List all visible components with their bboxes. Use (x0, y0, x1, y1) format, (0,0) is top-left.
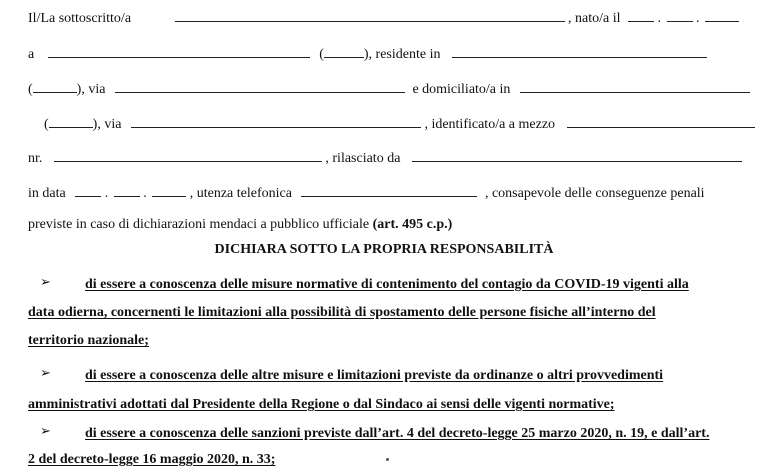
field-domicile-province[interactable] (49, 114, 93, 128)
label-resident-in: ), residente in (363, 47, 441, 62)
row-residence-address (28, 79, 750, 99)
date-separator: . (104, 186, 109, 201)
field-issue-year[interactable] (152, 183, 186, 197)
declaration-2-line-1: di essere a conoscenza delle altre misure e limitazioni previste da ordinanze o altri provvedimenti (85, 368, 664, 383)
label-in-data: in data (28, 186, 66, 201)
row-penal-notice (28, 216, 452, 234)
row-name (28, 8, 739, 28)
article-reference: (art. 495 c.p.) (372, 217, 453, 232)
declaration-1-line-3: territorio nazionale; (28, 333, 149, 348)
arrow-bullet-icon: ➢ (40, 424, 51, 439)
paren: ( (28, 82, 33, 97)
row-document-number (28, 148, 742, 168)
field-birth-month[interactable] (667, 8, 693, 22)
field-issue-day[interactable] (75, 183, 101, 197)
date-separator: . (696, 11, 700, 26)
penal-notice-text: previste in caso di dichiarazioni mendaci a pubblico ufficiale (28, 217, 370, 232)
arrow-bullet-icon: ➢ (40, 275, 51, 290)
declaration-1-line-2: data odierna, concernenti le limitazioni alla possibilità di spostamento delle persone fisiche all’interno del (28, 305, 656, 320)
declaration-3-line-1: di essere a conoscenza delle sanzioni previste dall’art. 4 del decreto-legge 25 marzo 2020, n. 19, e dall’art. (85, 426, 710, 441)
row-issue-date-phone (28, 183, 705, 203)
label-issued-by: , rilasciato da (325, 151, 401, 166)
field-document-number[interactable] (54, 148, 322, 162)
declaration-2-line-2: amministrativi adottati dal Presidente della Regione o dal Sindaco ai sensi delle vigenti normative; (28, 397, 615, 412)
field-birth-day[interactable] (628, 8, 654, 22)
declaration-title: DICHIARA SOTTO LA PROPRIA RESPONSABILITÀ (214, 242, 554, 257)
row-domicile-address (44, 114, 755, 134)
paren: ( (319, 47, 324, 62)
scan-speck (386, 458, 389, 461)
field-issued-by[interactable] (412, 148, 742, 162)
declaration-3-line-2: 2 del decreto-legge 16 maggio 2020, n. 33; (28, 452, 276, 467)
field-residence-province[interactable] (33, 79, 77, 93)
label-a: a (28, 47, 35, 62)
field-id-document[interactable] (567, 114, 755, 128)
field-domicile-city[interactable] (520, 79, 750, 93)
label-phone: , utenza telefonica (189, 186, 292, 201)
field-residence-city[interactable] (452, 44, 707, 58)
field-issue-month[interactable] (114, 183, 140, 197)
field-phone[interactable] (301, 183, 477, 197)
field-birthplace[interactable] (48, 44, 310, 58)
field-residence-street[interactable] (115, 79, 405, 93)
date-separator: . (143, 186, 147, 201)
label-identified-by: , identificato/a a mezzo (424, 117, 556, 132)
field-domicile-street[interactable] (131, 114, 421, 128)
label-via: ), via (76, 82, 106, 97)
declaration-1-line-1: di essere a conoscenza delle misure normative di contenimento del contagio da COVID-19 vigenti alla (85, 277, 689, 292)
arrow-bullet-icon: ➢ (40, 366, 51, 381)
label-born: , nato/a il (568, 11, 621, 26)
label-via: ), via (92, 117, 122, 132)
field-full-name[interactable] (175, 8, 565, 22)
label-aware: , consapevole delle conseguenze penali (484, 186, 705, 201)
field-birth-province[interactable] (324, 44, 364, 58)
date-separator: . (657, 11, 662, 26)
row-birthplace (28, 44, 707, 64)
label-nr: nr. (28, 151, 43, 166)
field-birth-year[interactable] (705, 8, 739, 22)
label-domiciled-in: e domiciliato/a in (412, 82, 511, 97)
paren: ( (44, 117, 49, 132)
label-undersigned: Il/La sottoscritto/a (28, 11, 132, 26)
